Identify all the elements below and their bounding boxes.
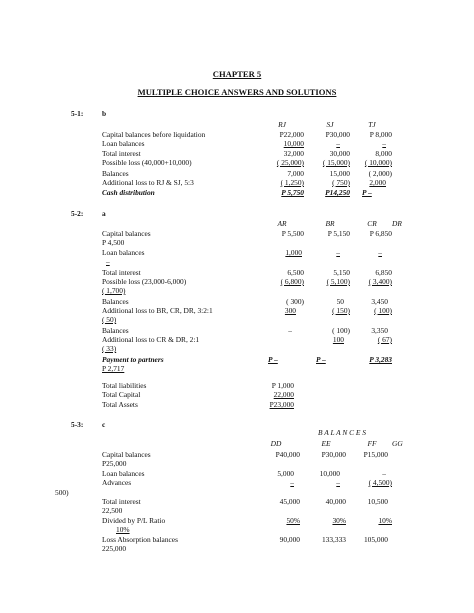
cell-value: P 5,500 [281,229,304,238]
cell-value: 40,000 [325,497,346,506]
row-label: Loan balances [102,139,145,148]
answer-letter: c [102,420,106,429]
cell-value: 1,000 [285,248,302,257]
cell-value: P23,000 [269,400,294,409]
cell-value: 5,150 [333,268,350,277]
cell-value: 3,350 [371,326,388,335]
row-label: Advances [102,478,132,487]
cell-value: – [336,139,340,148]
cell-value: P – [316,355,326,364]
cell-value: ( 100) [332,326,350,335]
cell-value: ( 150) [332,306,350,315]
cell-value: P 8,000 [369,130,392,139]
cell-value: P 5,750 [281,188,304,197]
cell-value: – [382,469,386,478]
problem-number: 5-1: [71,109,84,118]
cell-value: 50% [286,516,300,525]
cell-value: 6,850 [375,268,392,277]
row-label: Balances [102,326,129,335]
cell-value: – [288,326,292,335]
wrapped-value: 500) [55,488,69,497]
cell-value: P – [362,188,372,197]
row-label: Total interest [102,268,141,277]
cell-value: 6,500 [287,268,304,277]
cell-value: P15,000 [363,450,388,459]
row-label: Payment to partners [102,355,164,364]
cell-value: ( 15,000) [322,158,350,167]
cell-value: ( 10,000) [364,158,392,167]
row-label: Total interest [102,149,141,158]
cell-value: 90,000 [279,535,300,544]
cell-value: P14,250 [325,188,350,197]
cell-value: P30,000 [325,130,350,139]
row-label: Balances [102,169,129,178]
wrapped-value: 10% [116,525,130,534]
problem-number: 5-2: [71,209,84,218]
wrapped-value: 22,500 [102,506,123,515]
cell-value: 133,333 [321,535,346,544]
cell-value: P22,000 [279,130,304,139]
cell-value: P – [268,355,278,364]
cell-value: – [336,248,340,257]
cell-value: P40,000 [275,450,300,459]
row-label: Possible loss (40,000+10,000) [102,158,192,167]
cell-value: – [336,478,340,487]
cell-value: 105,000 [363,535,388,544]
section-subtitle: MULTIPLE CHOICE ANSWERS AND SOLUTIONS [137,87,337,97]
problem-number: 5-3: [71,420,84,429]
wrapped-value: ( 1,700) [102,286,126,295]
cell-value: ( 4,500) [368,478,392,487]
cell-value: ( 6,800) [280,277,304,286]
wrapped-value: P25,000 [102,459,127,468]
cell-value: ( 300) [286,297,304,306]
row-label: Possible loss (23,000-6,000) [102,277,187,286]
cell-value: ( 100) [374,306,392,315]
wrapped-value: ( 33) [102,344,117,353]
cell-value: 10,000 [319,469,340,478]
row-label: Total interest [102,497,141,506]
cell-value: P 5,150 [327,229,350,238]
row-label: Capital balances [102,450,151,459]
group-header: B A L A N C E S [318,428,366,437]
column-header: BR [325,219,335,228]
column-header: DD [270,439,282,448]
row-label: Additional loss to RJ & SJ, 5:3 [102,178,194,187]
cell-value: 30,000 [329,149,350,158]
row-label: Capital balances [102,229,151,238]
cell-value: 45,000 [279,497,300,506]
row-label: Loan balances [102,469,145,478]
row-label: Loss Absorption balances [102,535,178,544]
wrapped-value: – [106,257,110,266]
row-label: Total liabilities [102,381,147,390]
row-label: Capital balances before liquidation [102,130,206,139]
cell-value: ( 1,250) [280,178,304,187]
row-label: Balances [102,297,129,306]
cell-value: ( 25,000) [276,158,304,167]
cell-value: ( 3,400) [368,277,392,286]
row-label: Total Assets [102,400,138,409]
cell-value: P30,000 [321,450,346,459]
wrapped-value: P 2,717 [102,364,125,373]
cell-value: ( 2,000) [368,169,392,178]
column-header: GG [392,439,403,448]
wrapped-value: ( 50) [102,315,117,324]
cell-value: 7,000 [287,169,304,178]
cell-value: ( 67) [377,335,392,344]
cell-value: 32,000 [283,149,304,158]
answer-letter: a [102,209,106,218]
column-header: AR [277,219,287,228]
cell-value: ( 5,100) [326,277,350,286]
wrapped-value: P 4,500 [102,238,125,247]
row-label: Additional loss to BR, CR, DR, 3:2:1 [102,306,213,315]
column-header: CR [367,219,377,228]
row-label: Cash distribution [102,188,155,197]
row-label: Divided by P/L Ratio [102,516,166,525]
cell-value: 5,000 [277,469,294,478]
cell-value: P 3,283 [369,355,392,364]
cell-value: 10,500 [367,497,388,506]
cell-value: 10% [378,516,392,525]
cell-value: 30% [332,516,346,525]
cell-value: P 6,850 [369,229,392,238]
chapter-title: CHAPTER 5 [212,69,262,79]
column-header: EE [321,439,331,448]
cell-value: – [382,139,386,148]
cell-value: – [290,478,294,487]
cell-value: 300 [284,306,296,315]
cell-value: 50 [336,297,344,306]
column-header: TJ [368,120,376,129]
cell-value: 22,000 [273,390,294,399]
cell-value: 15,000 [329,169,350,178]
column-header: FF [367,439,377,448]
cell-value: 3,450 [371,297,388,306]
column-header: SJ [326,120,334,129]
column-header: RJ [278,120,286,129]
column-header: DR [392,219,402,228]
cell-value: P 1,000 [271,381,294,390]
cell-value: 8,000 [375,149,392,158]
row-label: Additional loss to CR & DR, 2:1 [102,335,200,344]
answer-letter: b [102,109,107,118]
cell-value: ( 750) [332,178,350,187]
cell-value: 2,000 [369,178,386,187]
wrapped-value: 225,000 [102,544,127,553]
row-label: Loan balances [102,248,145,257]
cell-value: 100 [332,335,344,344]
cell-value: 10,000 [283,139,304,148]
cell-value: – [378,248,382,257]
row-label: Total Capital [102,390,141,399]
